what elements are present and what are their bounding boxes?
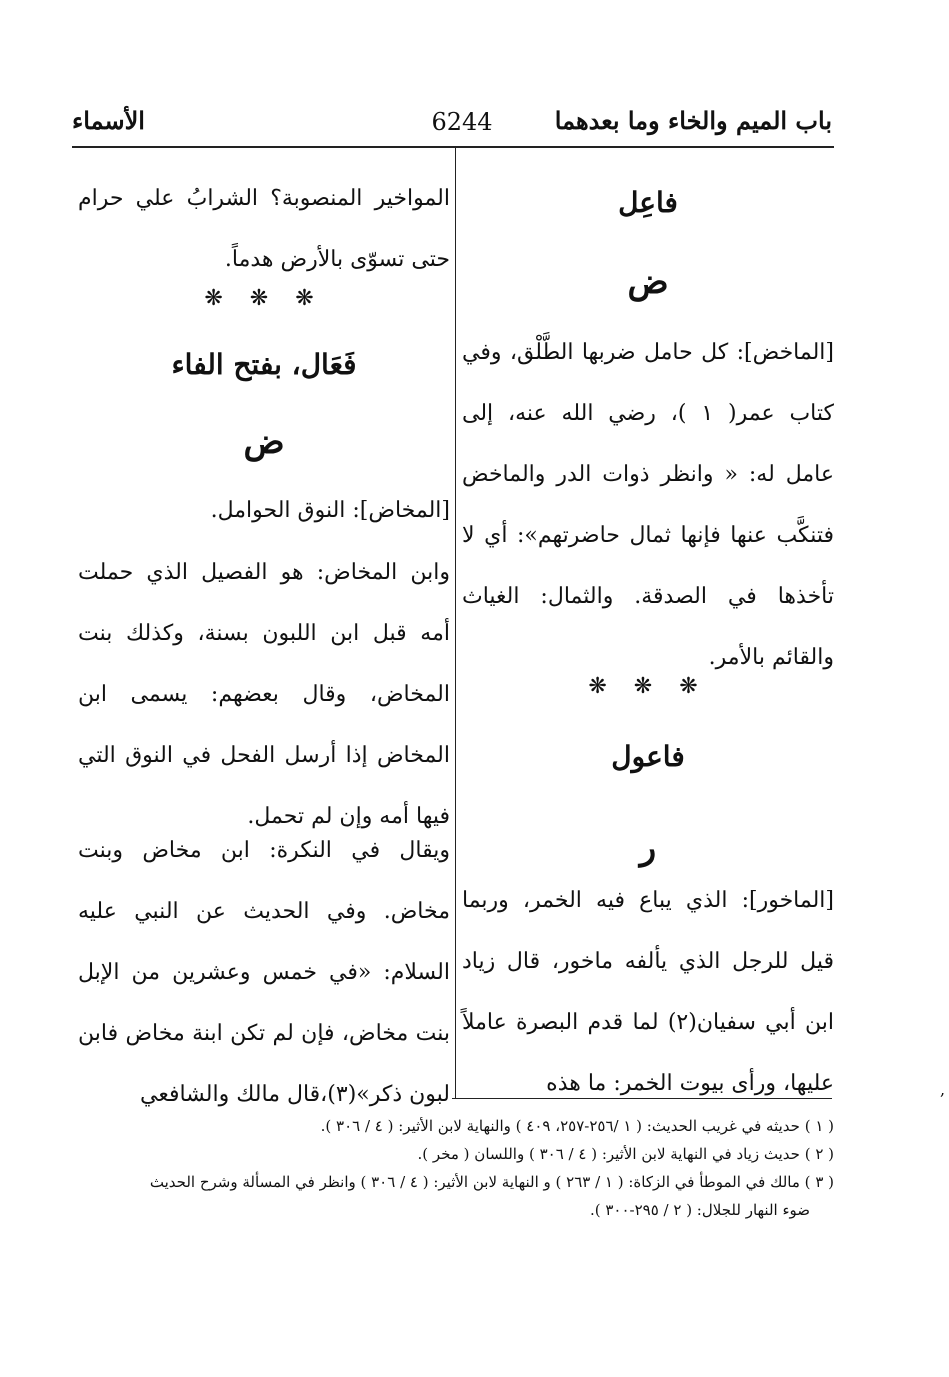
footnote-3: ( ٣ ) مالك في الموطأ في الزكاة: ( ١ / ٢٦٣ ) و النهاية لابن الأثير: ( ٤ / ٣٠٦ ) وانظر في المسألة وشرح الحديث [149,1173,834,1191]
root-letter-dad: ض [627,262,669,302]
root-letter-dad: ض [243,422,285,462]
header-rule [72,146,834,148]
entry-makhad-hadith: ويقال في النكرة: ابن مخاض وبنت مخاض. وفي الحديث عن النبي عليه السلام: «في خمس وعشرين من الإبل بنت مخاض، فإن لم تكن ابنة مخاض فابن لبون ذكر»(٣)،قال مالك والشافعي [78,838,450,1107]
entry-ibn-makhad: وابن المخاض: هو الفصيل الذي حملت أمه قبل ابن اللبون بسنة، وكذلك بنت المخاض، وقال بعضهم: يسمى ابن المخاض إذا أرسل الفحل في النوق التي فيها أمه وإن لم تحمل. [78,560,450,829]
footnote-3-continued: ضوء النهار للجلال: ( ٢ / ٢٩٥-٣٠٠ ). [589,1201,810,1219]
entry-makhur-continued: المواخير المنصوبة؟ الشرابُ علي حرام حتى تسوّى بالأرض هدماً. [78,186,450,272]
entry-makhid: [الماخض]: كل حامل ضربها الطَّلْق، وفي كتاب عمر( ١ )، رضي الله عنه، إلى عامل له: « وانظر ذوات الدر والماخض فتنكَّب عنها فإنها ثمال حاضرتهم»: أي لا تأخذها في الصدقة. والثمال: الغياث والقائم بالأمر. [462,340,834,670]
entry-makhur: [الماخور]: الذي يباع فيه الخمر، وربما قيل للرجل الذي يألفه ماخور، قال زياد ابن أبي سفيان(٢) لما قدم البصرة عاملاً عليها، ورأى بيوت الخمر: ما هذه [462,888,834,1096]
section-separator: ❋ ❋ ❋ [204,286,324,311]
column-divider [455,146,456,1098]
pattern-heading-faail: فاعِل [618,186,678,219]
section-separator: ❋ ❋ ❋ [588,674,708,699]
footnote-1: ( ١ ) حديثه في غريب الحديث: ( ١ /٢٥٦-٢٥٧، ٤٠٩ ) والنهاية لابن الأثير: ( ٤ / ٣٠٦ ). [320,1117,834,1135]
root-letter-ra: ر [639,828,657,868]
footnote-2: ( ٢ ) حديث زياد في النهاية لابن الأثير: ( ٤ / ٣٠٦ ) واللسان ( مخر ). [417,1145,834,1163]
entry-makhad: [المخاض]: النوق الحوامل. [210,498,450,523]
section-title: الأسماء [72,106,145,135]
footnotes [74,1112,834,1224]
scan-edge-mark: , [940,1080,946,1099]
page-header [72,104,832,144]
chapter-title: باب الميم والخاء وما بعدهما [554,106,832,135]
pattern-heading-faaul: فاعول [611,740,685,773]
page-number: 6244 [431,108,493,136]
pattern-heading-faal: فَعَال، بفتح الفاء [171,348,357,381]
